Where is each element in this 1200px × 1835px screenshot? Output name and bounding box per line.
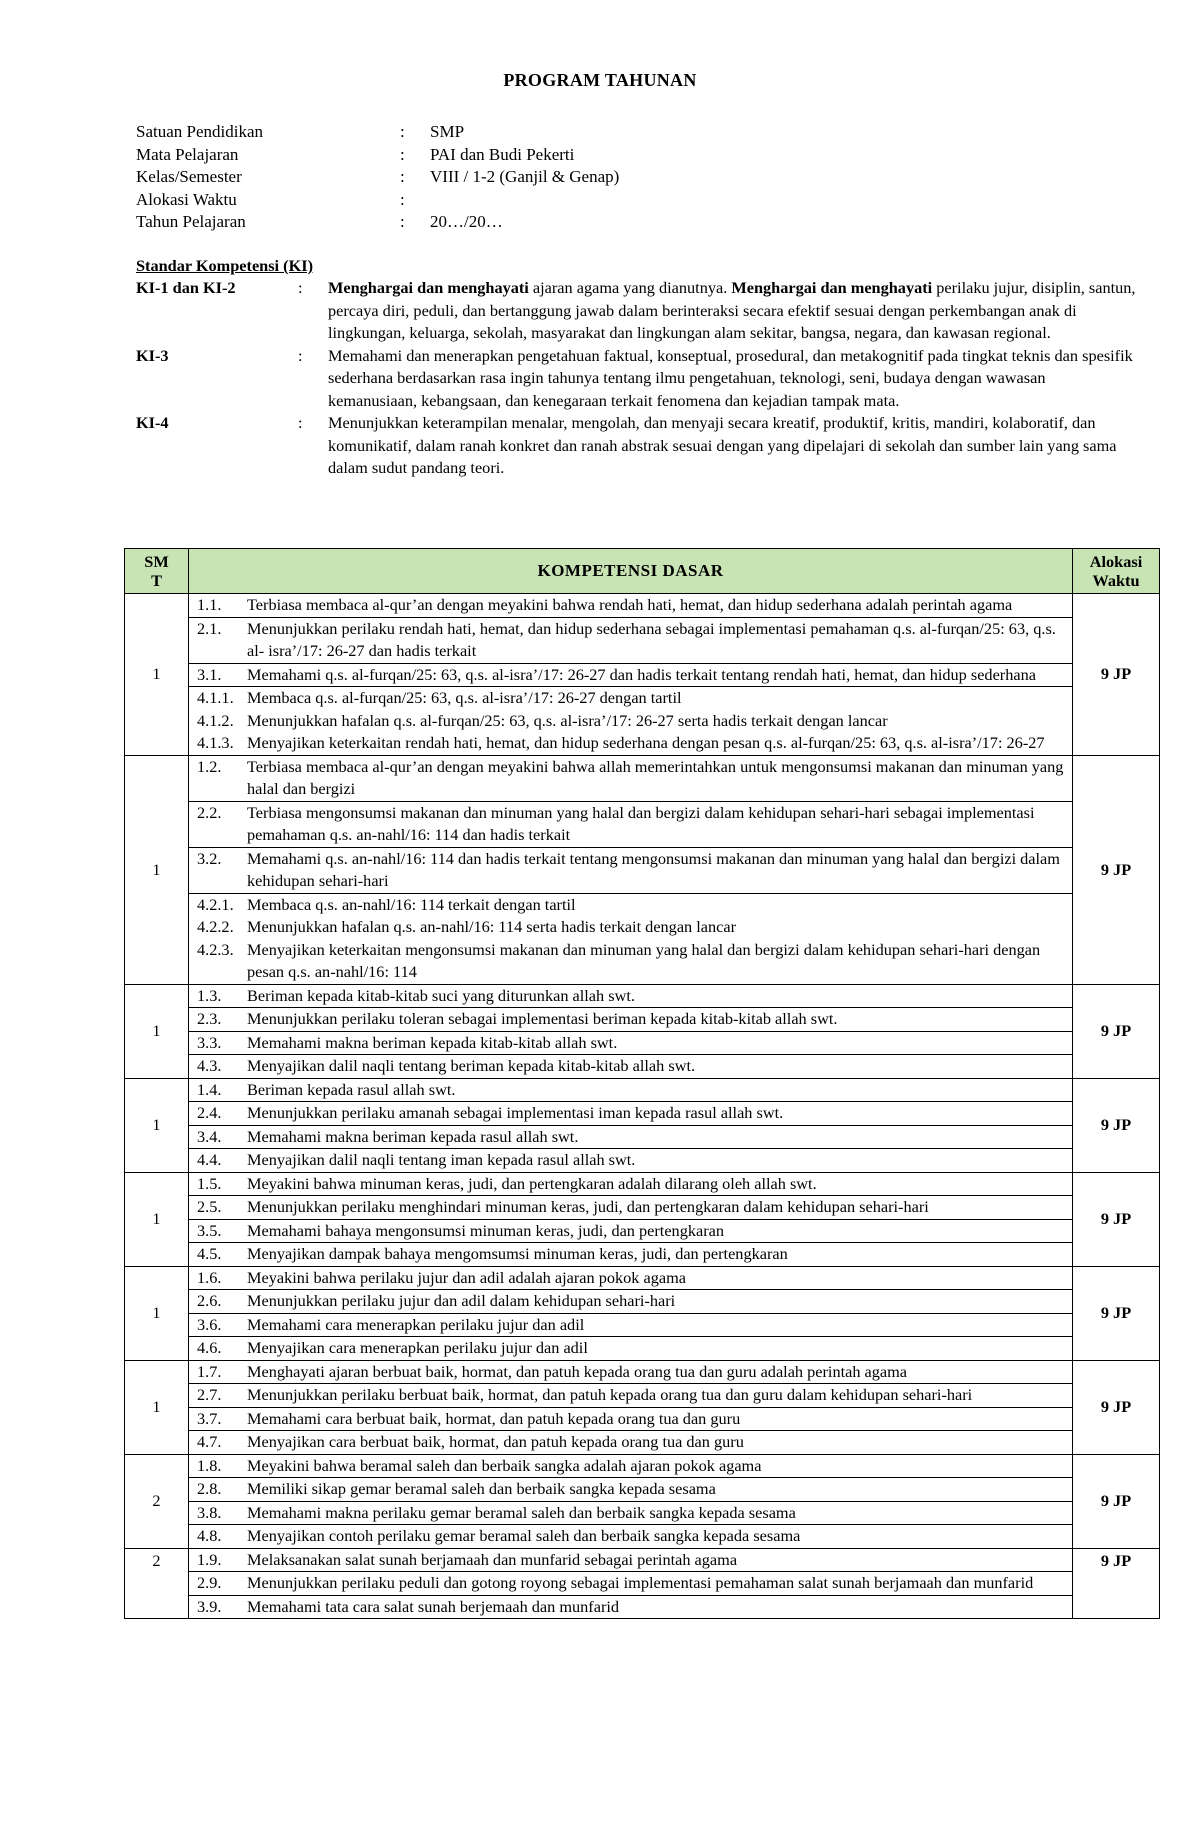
kd-box <box>189 1242 1072 1266</box>
kd-box <box>189 1054 1072 1078</box>
kd-item <box>197 732 1066 755</box>
header-smt <box>125 549 189 594</box>
kd-item <box>197 1431 1066 1454</box>
meta-colon: : <box>400 122 405 141</box>
table-row <box>125 594 1160 756</box>
kd-item <box>197 1408 1066 1431</box>
kd-item <box>197 1549 1066 1572</box>
kompetensi-cell <box>189 1360 1073 1454</box>
table-row <box>125 1078 1160 1172</box>
kd-text: Menunjukkan perilaku amanah sebagai implementasi iman kepada rasul allah swt. <box>247 1103 784 1122</box>
semester-cell: 1 <box>125 1266 189 1360</box>
kd-number: 1.6. <box>197 1267 222 1287</box>
kd-number: 2.5. <box>197 1197 222 1216</box>
table-row <box>125 1454 1160 1548</box>
kd-item <box>197 939 1066 984</box>
kd-item <box>197 1008 1066 1031</box>
kd-box <box>189 1101 1072 1125</box>
kd-text: Memahami cara menerapkan perilaku jujur dan adil <box>247 1314 585 1334</box>
kd-number: 4.8. <box>197 1526 222 1545</box>
kd-number: 3.7. <box>197 1408 222 1428</box>
header-alokasi-line1: Alokasi <box>1089 552 1143 571</box>
kd-item <box>197 1032 1066 1055</box>
meta-label: Kelas/Semester <box>136 167 242 186</box>
kd-text: Beriman kepada rasul allah swt. <box>247 1079 456 1099</box>
kd-box <box>189 893 1072 984</box>
kd-item <box>197 1220 1066 1243</box>
semester-cell: 1 <box>125 984 189 1078</box>
kd-number: 2.2. <box>197 802 222 822</box>
kd-item <box>197 1267 1066 1290</box>
kd-item <box>197 687 1066 710</box>
kd-text: Membaca q.s. an-nahl/16: 114 terkait dengan tartil <box>247 894 576 914</box>
meta-colon: : <box>400 189 405 209</box>
kompetensi-cell <box>189 1548 1073 1619</box>
kd-number: 2.7. <box>197 1385 222 1404</box>
kd-box <box>189 1031 1072 1055</box>
meta-row-satuan <box>136 121 619 144</box>
kd-box <box>189 1430 1072 1454</box>
kd-number: 1.8. <box>197 1455 222 1475</box>
kd-number: 2.6. <box>197 1291 222 1310</box>
kd-number: 3.2. <box>197 848 222 868</box>
kd-text: Melaksanakan salat sunah berjamaah dan munfarid sebagai perintah agama <box>247 1549 738 1569</box>
kd-number: 2.8. <box>197 1479 222 1498</box>
kd-box <box>189 1195 1072 1219</box>
kd-number: 4.1.3. <box>197 733 234 752</box>
alokasi-cell: 9 JP <box>1073 1360 1160 1454</box>
kd-item <box>197 985 1066 1008</box>
ki-label: KI-4 <box>136 413 169 432</box>
kompetensi-cell <box>189 755 1073 984</box>
kd-box <box>189 686 1072 755</box>
kd-text: Menyajikan contoh perilaku gemar beramal saleh dan berbaik sangka kepada sesama <box>247 1526 801 1545</box>
kd-box <box>189 1383 1072 1407</box>
meta-colon: : <box>400 144 405 164</box>
table-row <box>125 755 1160 984</box>
alokasi-cell: 9 JP <box>1073 1548 1160 1619</box>
meta-value: 20…/20… <box>430 212 503 231</box>
kd-item <box>197 710 1066 733</box>
kd-item <box>197 1596 1066 1619</box>
kd-box <box>189 1477 1072 1501</box>
semester-cell: 1 <box>125 1360 189 1454</box>
kd-box <box>189 1079 1072 1102</box>
header-kompetensi: KOMPETENSI DASAR <box>189 549 1073 594</box>
kd-text: Terbiasa mengonsumsi makanan dan minuman yang halal dan bergizi dalam kehidupan sehari-hari sebagai implementasi pemahaman q.s. an-nahl/16: 114 dan hadis terkait <box>247 802 1035 844</box>
kd-number: 2.9. <box>197 1573 222 1592</box>
kd-item <box>197 1525 1066 1548</box>
kd-item <box>197 1314 1066 1337</box>
kd-number: 4.4. <box>197 1150 222 1169</box>
table-header-row <box>125 549 1160 594</box>
kd-box <box>189 756 1072 801</box>
kd-text: Menyajikan dampak bahaya mengomsumsi minuman keras, judi, dan pertengkaran <box>247 1244 788 1263</box>
kd-text: Beriman kepada kitab-kitab suci yang diturunkan allah swt. <box>247 985 635 1005</box>
kd-text: Memahami tata cara salat sunah berjemaah dan munfarid <box>247 1596 620 1616</box>
kd-number: 3.1. <box>197 664 222 684</box>
ki-colon: : <box>298 413 303 432</box>
meta-colon: : <box>400 167 405 186</box>
kompetensi-cell <box>189 1266 1073 1360</box>
semester-cell: 2 <box>125 1454 189 1548</box>
kd-item <box>197 756 1066 801</box>
kd-text: Menyajikan cara menerapkan perilaku jujur dan adil <box>247 1338 588 1357</box>
alokasi-cell: 9 JP <box>1073 755 1160 984</box>
alokasi-cell: 9 JP <box>1073 594 1160 756</box>
kd-box <box>189 847 1072 893</box>
kd-box <box>189 1148 1072 1172</box>
kd-text: Memahami makna perilaku gemar beramal saleh dan berbaik sangka kepada sesama <box>247 1502 796 1522</box>
kd-number: 3.9. <box>197 1596 222 1616</box>
kd-box <box>189 663 1072 687</box>
meta-row-mapel <box>136 144 619 167</box>
kd-box <box>189 1219 1072 1243</box>
kd-text: Menyajikan dalil naqli tentang beriman kepada kitab-kitab allah swt. <box>247 1056 696 1075</box>
kd-item <box>197 1290 1066 1313</box>
ki-item-3 <box>136 345 1136 413</box>
kd-text: Menunjukkan perilaku toleran sebagai implementasi beriman kepada kitab-kitab allah swt. <box>247 1009 838 1028</box>
kd-number: 4.5. <box>197 1244 222 1263</box>
kd-text: Memahami q.s. al-furqan/25: 63, q.s. al-isra’/17: 26-27 dan hadis terkait tentang rendah hati, hemat, dan hidup sederhana <box>247 664 1036 684</box>
ki-text <box>328 277 1136 345</box>
kd-box <box>189 1361 1072 1384</box>
table-row <box>125 984 1160 1078</box>
kd-item <box>197 1196 1066 1219</box>
kd-text: Membaca q.s. al-furqan/25: 63, q.s. al-isra’/17: 26-27 dengan tartil <box>247 688 682 707</box>
kd-number: 1.3. <box>197 985 222 1005</box>
meta-row-alokasi <box>136 189 619 212</box>
kd-number: 3.4. <box>197 1126 222 1146</box>
kd-number: 4.2.1. <box>197 894 234 914</box>
kd-text: Menunjukkan perilaku peduli dan gotong royong sebagai implementasi pemahaman salat sunah berjamaah dan munfarid <box>247 1573 1034 1592</box>
kd-box <box>189 1313 1072 1337</box>
kd-item <box>197 848 1066 893</box>
ki-emphasis: Menghargai dan menghayati <box>328 278 529 297</box>
kd-text: Menyajikan dalil naqli tentang iman kepada rasul allah swt. <box>247 1150 636 1169</box>
kd-box <box>189 1336 1072 1360</box>
kd-box <box>189 617 1072 663</box>
kd-text: Terbiasa membaca al-qur’an dengan meyakini bahwa rendah hati, hemat, dan hidup sederhana adalah perintah agama <box>247 595 1013 614</box>
kd-text: Meyakini bahwa beramal saleh dan berbaik sangka adalah ajaran pokok agama <box>247 1455 762 1475</box>
kd-text: Menyajikan cara berbuat baik, hormat, dan patuh kepada orang tua dan guru <box>247 1432 744 1451</box>
kompetensi-cell <box>189 1078 1073 1172</box>
kd-box <box>189 1289 1072 1313</box>
header-smt-line2: T <box>151 571 162 590</box>
alokasi-cell: 9 JP <box>1073 984 1160 1078</box>
kompetensi-cell <box>189 1172 1073 1266</box>
kd-number: 4.1.2. <box>197 710 234 730</box>
alokasi-cell: 9 JP <box>1073 1172 1160 1266</box>
kd-box <box>189 1549 1072 1572</box>
kd-text: Memahami q.s. an-nahl/16: 114 dan hadis terkait tentang mengonsumsi makanan dan minuman yang halal dan bergizi dalam kehidupan sehari-hari <box>247 848 1060 890</box>
semester-cell: 1 <box>125 1078 189 1172</box>
kd-item <box>197 802 1066 847</box>
kd-item <box>197 1455 1066 1478</box>
header-alokasi-line2: Waktu <box>1092 571 1140 590</box>
kd-text: Menunjukkan hafalan q.s. an-nahl/16: 114 serta hadis terkait dengan lancar <box>247 917 737 936</box>
alokasi-cell: 9 JP <box>1073 1266 1160 1360</box>
ki-label: KI-3 <box>136 345 169 365</box>
kd-box <box>189 985 1072 1008</box>
kd-text: Memahami makna beriman kepada rasul allah swt. <box>247 1126 579 1146</box>
table-body <box>125 594 1160 1619</box>
ki-text-part: ajaran agama yang dianutnya. <box>528 278 732 297</box>
table-row <box>125 1360 1160 1454</box>
kd-number: 2.4. <box>197 1103 222 1122</box>
ki-label: KI-1 dan KI-2 <box>136 278 236 297</box>
kd-item <box>197 594 1066 617</box>
kd-number: 4.2.2. <box>197 917 234 936</box>
kd-item <box>197 894 1066 917</box>
kd-box <box>189 801 1072 847</box>
kd-item <box>197 1126 1066 1149</box>
kd-number: 1.1. <box>197 595 222 614</box>
kd-box <box>189 1173 1072 1196</box>
kd-item <box>197 664 1066 687</box>
kd-box <box>189 1007 1072 1031</box>
kd-text: Menunjukkan hafalan q.s. al-furqan/25: 63, q.s. al-isra’/17: 26-27 serta hadis terkait dengan lancar <box>247 710 888 730</box>
kd-text: Terbiasa membaca al-qur’an dengan meyakini bahwa allah memerintahkan untuk mengonsumsi makanan dan minuman yang halal dan bergizi <box>247 756 1064 798</box>
page-title: PROGRAM TAHUNAN <box>503 70 697 90</box>
kd-text: Memahami bahaya mengonsumsi minuman keras, judi, dan pertengkaran <box>247 1220 724 1240</box>
kd-box <box>189 1267 1072 1290</box>
kd-number: 4.2.3. <box>197 939 234 959</box>
meta-label: Mata Pelajaran <box>136 144 239 164</box>
ki-item-4 <box>136 412 1136 480</box>
kd-item <box>197 1478 1066 1501</box>
kd-item <box>197 1384 1066 1407</box>
kd-number: 1.5. <box>197 1173 222 1193</box>
meta-value: VIII / 1-2 (Ganjil & Genap) <box>430 167 620 186</box>
kd-number: 4.7. <box>197 1432 222 1451</box>
table-row <box>125 1266 1160 1360</box>
ki-heading: Standar Kompetensi (KI) <box>136 256 313 275</box>
kd-item <box>197 1572 1066 1595</box>
kd-text: Menunjukkan perilaku jujur dan adil dalam kehidupan sehari-hari <box>247 1291 676 1310</box>
ki-emphasis: Menghargai dan menghayati <box>731 278 933 297</box>
kompetensi-cell <box>189 1454 1073 1548</box>
kompetensi-cell <box>189 984 1073 1078</box>
ki-text: Menunjukkan keterampilan menalar, mengolah, dan menyaji secara kreatif, produktif, kritis, mandiri, kolaboratif, dan komunikatif, dalam ranah konkret dan ranah abstrak sesuai dengan yang dipelajari di sekolah dan sumber lain yang sama dalam sudut pandang teori. <box>328 413 1117 477</box>
kd-item <box>197 1055 1066 1078</box>
kd-number: 1.9. <box>197 1549 222 1569</box>
kd-item <box>197 916 1066 939</box>
kd-text: Memahami cara berbuat baik, hormat, dan patuh kepada orang tua dan guru <box>247 1408 741 1428</box>
meta-row-tahun <box>136 211 619 234</box>
kompetensi-dasar-table <box>124 548 1160 1619</box>
kd-item <box>197 618 1066 663</box>
kd-number: 4.1.1. <box>197 688 234 707</box>
kd-number: 1.4. <box>197 1079 222 1099</box>
kd-number: 3.3. <box>197 1032 222 1052</box>
kd-text: Menunjukkan perilaku menghindari minuman keras, judi, dan pertengkaran dalam kehidupan sehari-hari <box>247 1197 929 1216</box>
kd-text: Meyakini bahwa perilaku jujur dan adil adalah ajaran pokok agama <box>247 1267 686 1287</box>
kd-text: Memahami makna beriman kepada kitab-kitab allah swt. <box>247 1032 618 1052</box>
meta-colon: : <box>400 212 405 231</box>
table-row <box>125 1172 1160 1266</box>
ki-section <box>136 255 1136 480</box>
alokasi-cell: 9 JP <box>1073 1454 1160 1548</box>
meta-label: Tahun Pelajaran <box>136 212 246 231</box>
kd-item <box>197 1243 1066 1266</box>
kd-text: Meyakini bahwa minuman keras, judi, dan pertengkaran adalah dilarang oleh allah swt. <box>247 1173 817 1193</box>
kd-text: Menyajikan keterkaitan mengonsumsi makanan dan minuman yang halal dan bergizi dalam kehidupan sehari-hari dengan pesan q.s. an-nahl/16: 114 <box>247 939 1041 981</box>
kd-text: Menghayati ajaran berbuat baik, hormat, dan patuh kepada orang tua dan guru adalah perintah agama <box>247 1361 908 1381</box>
ki-text-part: perilaku jujur, disiplin, santun, percaya diri, peduli, dan bertanggung jawab dalam berinteraksi secara efektif sesuai dengan perkembangan anak di lingkungan, keluarga, sekolah, masyarakat dan lingkungan alam sekitar, bangsa, negara, dan kawasan regional. <box>328 278 1136 342</box>
kd-text: Menunjukkan perilaku rendah hati, hemat, dan hidup sederhana sebagai implementasi pemahaman q.s. al-furqan/25: 63, q.s. al- isra’/17: 26-27 dan hadis terkait <box>247 618 1056 660</box>
kd-item <box>197 1079 1066 1102</box>
kd-number: 1.7. <box>197 1361 222 1381</box>
kd-item <box>197 1173 1066 1196</box>
kd-box <box>189 1125 1072 1149</box>
kd-box <box>189 1595 1072 1619</box>
kd-number: 4.6. <box>197 1338 222 1357</box>
kompetensi-cell <box>189 594 1073 756</box>
kd-number: 1.2. <box>197 756 222 776</box>
kd-box <box>189 594 1072 617</box>
kd-box <box>189 1407 1072 1431</box>
meta-value: PAI dan Budi Pekerti <box>430 144 575 164</box>
kd-box <box>189 1501 1072 1525</box>
meta-row-kelas <box>136 166 619 189</box>
ki-colon: : <box>298 278 303 297</box>
kd-box <box>189 1571 1072 1595</box>
meta-label: Alokasi Waktu <box>136 189 237 209</box>
kd-number: 3.6. <box>197 1314 222 1334</box>
ki-item-1-2 <box>136 277 1136 345</box>
semester-cell: 2 <box>125 1548 189 1619</box>
kd-item <box>197 1502 1066 1525</box>
ki-colon: : <box>298 345 303 365</box>
kd-item <box>197 1361 1066 1384</box>
meta-label: Satuan Pendidikan <box>136 122 264 141</box>
kd-box <box>189 1455 1072 1478</box>
kd-number: 3.8. <box>197 1502 222 1522</box>
kd-number: 2.3. <box>197 1009 222 1028</box>
kd-number: 4.3. <box>197 1056 222 1075</box>
meta-value: SMP <box>430 122 465 141</box>
alokasi-cell: 9 JP <box>1073 1078 1160 1172</box>
header-alokasi <box>1073 549 1160 594</box>
kd-text: Menyajikan keterkaitan rendah hati, hemat, dan hidup sederhana dengan pesan q.s. al-furqan/25: 63, q.s. al-isra’/17: 26-27 <box>247 733 1045 752</box>
kd-text: Memiliki sikap gemar beramal saleh dan berbaik sangka kepada sesama <box>247 1479 716 1498</box>
kd-item <box>197 1102 1066 1125</box>
semester-cell: 1 <box>125 755 189 984</box>
kd-item <box>197 1337 1066 1360</box>
kd-number: 3.5. <box>197 1220 222 1240</box>
kd-item <box>197 1149 1066 1172</box>
kd-text: Menunjukkan perilaku berbuat baik, hormat, dan patuh kepada orang tua dan guru dalam kehidupan sehari-hari <box>247 1385 973 1404</box>
kd-number: 2.1. <box>197 618 222 638</box>
identity-block <box>136 121 619 234</box>
table-row <box>125 1548 1160 1619</box>
semester-cell: 1 <box>125 594 189 756</box>
ki-text: Memahami dan menerapkan pengetahuan faktual, konseptual, prosedural, dan metakognitif pada tingkat teknis dan spesifik sederhana berdasarkan rasa ingin tahunya tentang ilmu pengetahuan, teknologi, seni, budaya dengan wawasan kemanusiaan, kebangsaan, dan kenegaraan terkait fenomena dan kejadian tampak mata. <box>328 345 1133 410</box>
header-smt-line1: SM <box>144 552 169 571</box>
semester-cell: 1 <box>125 1172 189 1266</box>
kd-box <box>189 1524 1072 1548</box>
